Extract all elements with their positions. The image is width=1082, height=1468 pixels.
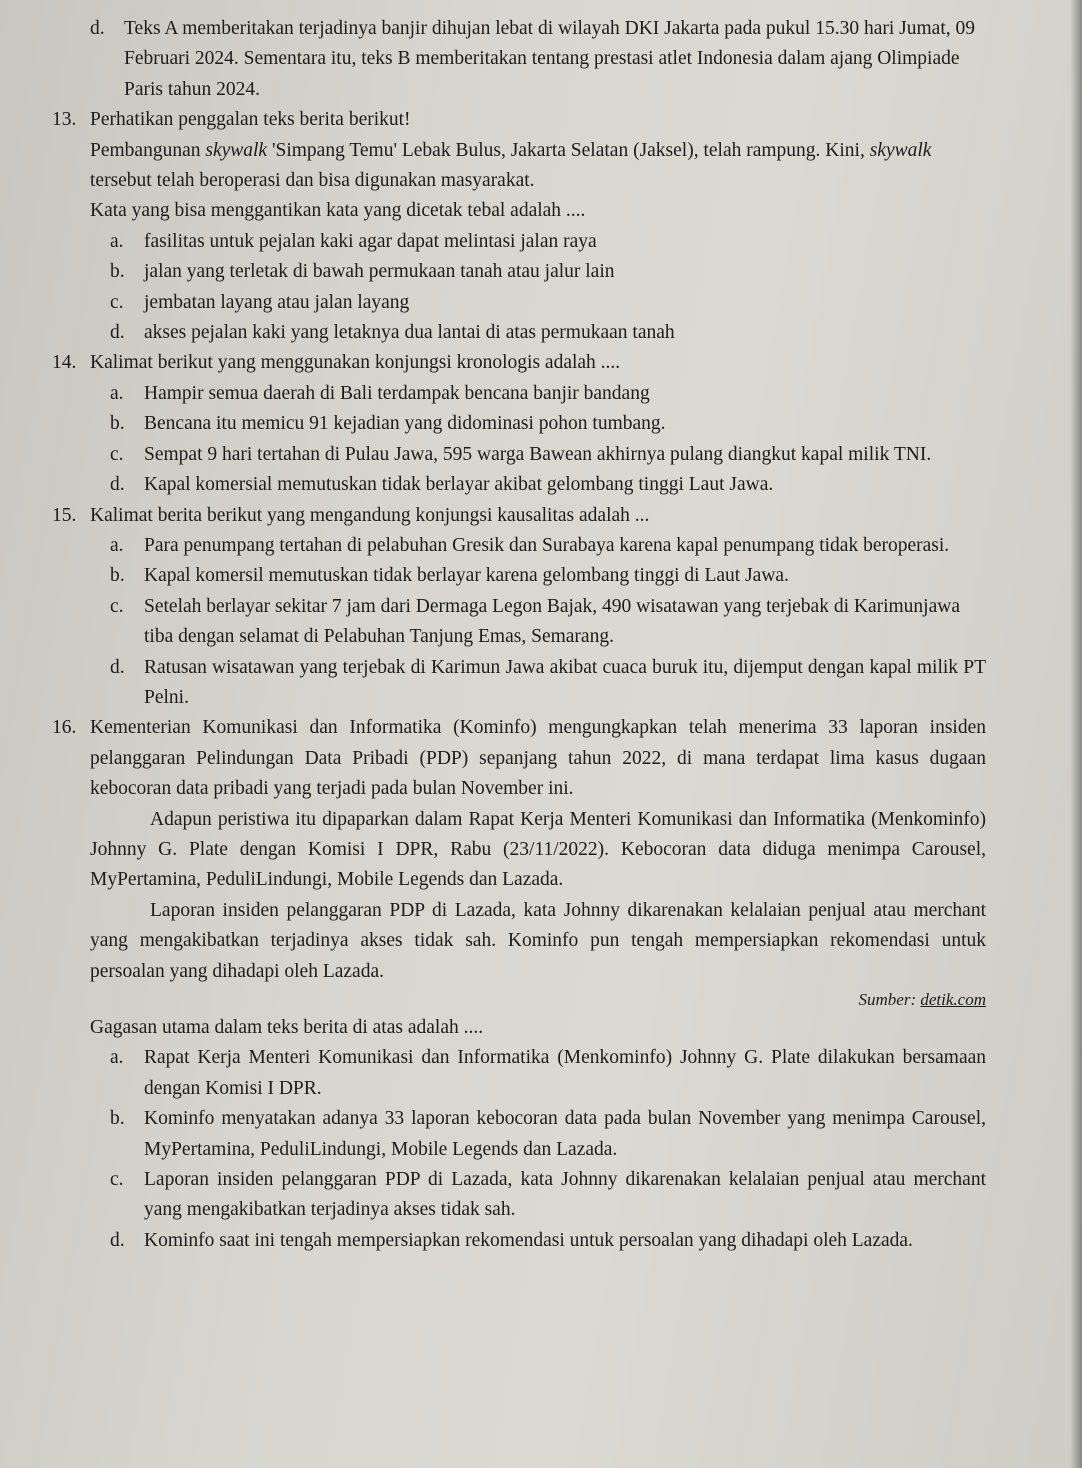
option-text: Rapat Kerja Menteri Komunikasi dan Informatika (Menkominfo) Johnny G. Plate dilakukan bersamaan dengan Komisi I DPR.	[144, 1047, 986, 1099]
option-label: d.	[110, 322, 125, 344]
highlighted-word: skywalk	[869, 139, 932, 161]
option-c[interactable]	[110, 288, 986, 318]
option-label: b.	[110, 565, 125, 587]
option-label: c.	[110, 291, 124, 313]
q12-option-d	[90, 14, 986, 105]
option-a[interactable]	[110, 531, 986, 561]
option-text: Para penumpang tertahan di pelabuhan Gresik dan Surabaya karena kapal penumpang tidak beroperasi.	[144, 534, 950, 556]
option-text: Teks A memberitakan terjadinya banjir dihujan lebat di wilayah DKI Jakarta pada pukul 15.30 hari Jumat, 09 Februari 2024. Sementara itu, teks B memberitakan tentang prestasi atlet Indonesia dalam ajang Olimpiade Paris tahun 2024.	[124, 18, 975, 100]
question-prompt: Perhatikan penggalan teks berita berikut!	[90, 109, 411, 131]
option-text: jembatan layang atau jalan layang	[144, 291, 410, 313]
option-label: a.	[110, 230, 124, 252]
option-text: Kominfo menyatakan adanya 33 laporan kebocoran data pada bulan November yang menimpa Carousel, MyPertamina, PeduliLindungi, Mobile Legends dan Lazada.	[144, 1108, 986, 1160]
option-c[interactable]	[110, 592, 986, 653]
option-a[interactable]	[110, 379, 986, 409]
options-list	[110, 379, 986, 501]
option-a[interactable]	[110, 1043, 986, 1104]
option-text: Kapal komersial memutuskan tidak berlayar akibat gelombang tinggi Laut Jawa.	[144, 474, 774, 496]
question-number: 14.	[52, 352, 77, 374]
option-label: c.	[110, 595, 124, 617]
option-label: a.	[110, 382, 124, 404]
news-paragraph-1: Kementerian Komunikasi dan Informatika (Kominfo) mengungkapkan telah menerima 33 laporan insiden pelanggaran Pelindungan Data Pribadi (PDP) sepanjang tahun 2022, di mana terdapat lima kasus dugaan kebocoran data pribadi yang terjadi pada bulan November ini.	[90, 717, 986, 800]
question-16	[52, 713, 986, 987]
option-label: a.	[110, 1047, 124, 1069]
question-16-text	[90, 1013, 986, 1256]
option-text: Ratusan wisatawan yang terjebak di Karimun Jawa akibat cuaca buruk itu, dijemput dengan kapal milik PT Pelni.	[144, 656, 986, 708]
highlighted-word: skywalk	[205, 139, 268, 161]
option-label: c.	[110, 443, 124, 465]
option-text: Kominfo saat ini tengah mempersiapkan rekomendasi untuk persoalan yang dihadapi oleh Lazada.	[144, 1229, 913, 1251]
option-c[interactable]	[110, 1165, 986, 1226]
option-d[interactable]	[110, 653, 986, 714]
option-label: a.	[110, 534, 124, 556]
source-label: Sumber:	[858, 990, 921, 1009]
passage-text: 'Simpang Temu' Lebak Bulus, Jakarta Selatan (Jaksel), telah rampung. Kini,	[267, 139, 870, 161]
option-label: c.	[110, 1169, 124, 1191]
option-label: b.	[110, 413, 125, 435]
option-b[interactable]	[110, 561, 986, 591]
option-b[interactable]	[110, 1104, 986, 1165]
passage-text: tersebut telah beroperasi dan bisa digunakan masyarakat.	[90, 170, 535, 192]
option-label: d.	[110, 474, 125, 496]
options-list	[110, 1043, 986, 1256]
news-paragraph-2: Adapun peristiwa itu dipaparkan dalam Rapat Kerja Menteri Komunikasi dan Informatika (Menkominfo) Johnny G. Plate dengan Komisi I DPR, Rabu (23/11/2022). Kebocoran data diduga menimpa Carousel, MyPertamina, PeduliLindungi, Mobile Legends dan Lazada.	[90, 808, 986, 891]
question-prompt: Kalimat berita berikut yang mengandung konjungsi kausalitas adalah ...	[90, 504, 650, 526]
option-b[interactable]	[110, 257, 986, 287]
option-label: b.	[110, 261, 125, 283]
option-text: Hampir semua daerah di Bali terdampak bencana banjir bandang	[144, 382, 650, 404]
question-14	[52, 348, 986, 500]
option-label: d.	[90, 18, 105, 39]
option-d[interactable]	[110, 1226, 986, 1256]
option-row	[90, 14, 986, 105]
option-label: d.	[110, 656, 125, 678]
question-number: 15.	[52, 504, 77, 526]
option-text: akses pejalan kaki yang letaknya dua lantai di atas permukaan tanah	[144, 322, 675, 344]
option-d[interactable]	[110, 470, 986, 500]
options-list	[110, 227, 986, 349]
option-label: d.	[110, 1229, 125, 1251]
news-excerpt	[90, 136, 986, 197]
option-c[interactable]	[110, 440, 986, 470]
question-prompt: Kalimat berikut yang menggunakan konjungsi kronologis adalah ....	[90, 352, 621, 374]
option-text: Setelah berlayar sekitar 7 jam dari Dermaga Legon Bajak, 490 wisatawan yang terjebak di Karimunjawa tiba dengan selamat di Pelabuhan Tanjung Emas, Semarang.	[144, 595, 960, 648]
question-13	[52, 105, 986, 348]
option-b[interactable]	[110, 409, 986, 439]
option-text: Bencana itu memicu 91 kejadian yang didominasi pohon tumbang.	[144, 413, 666, 435]
passage-text: Pembangunan	[90, 139, 206, 161]
option-text: fasilitas untuk pejalan kaki agar dapat melintasi jalan raya	[144, 230, 597, 252]
source-link[interactable]: detik.com	[920, 990, 986, 1009]
question-15	[52, 501, 986, 714]
news-paragraph-3: Laporan insiden pelanggaran PDP di Lazada, kata Johnny dikarenakan kelalaian penjual atau merchant yang mengakibatkan terjadinya akses tidak sah. Kominfo pun tengah mempersiapkan rekomendasi untuk persoalan yang dihadapi oleh Lazada.	[90, 899, 986, 982]
page-edge-shadow	[1070, 0, 1082, 1468]
question-number: 13.	[52, 109, 77, 131]
option-label: b.	[110, 1108, 125, 1130]
option-text: Sempat 9 hari tertahan di Pulau Jawa, 595 warga Bawean akhirnya pulang diangkut kapal milik TNI.	[144, 443, 932, 465]
question-text: Gagasan utama dalam teks berita di atas adalah ....	[90, 1017, 484, 1038]
question-text: Kata yang bisa menggantikan kata yang dicetak tebal adalah ....	[90, 200, 586, 222]
option-text: Laporan insiden pelanggaran PDP di Lazada, kata Johnny dikarenakan kelalaian penjual atau merchant yang mengakibatkan terjadinya akses tidak sah.	[144, 1169, 986, 1221]
option-text: jalan yang terletak di bawah permukaan tanah atau jalur lain	[144, 261, 615, 283]
option-d[interactable]	[110, 318, 986, 348]
news-source	[52, 987, 986, 1013]
options-list	[110, 531, 986, 713]
option-a[interactable]	[110, 227, 986, 257]
option-text: Kapal komersil memutuskan tidak berlayar karena gelombang tinggi di Laut Jawa.	[144, 565, 789, 587]
question-number: 16.	[52, 717, 77, 739]
